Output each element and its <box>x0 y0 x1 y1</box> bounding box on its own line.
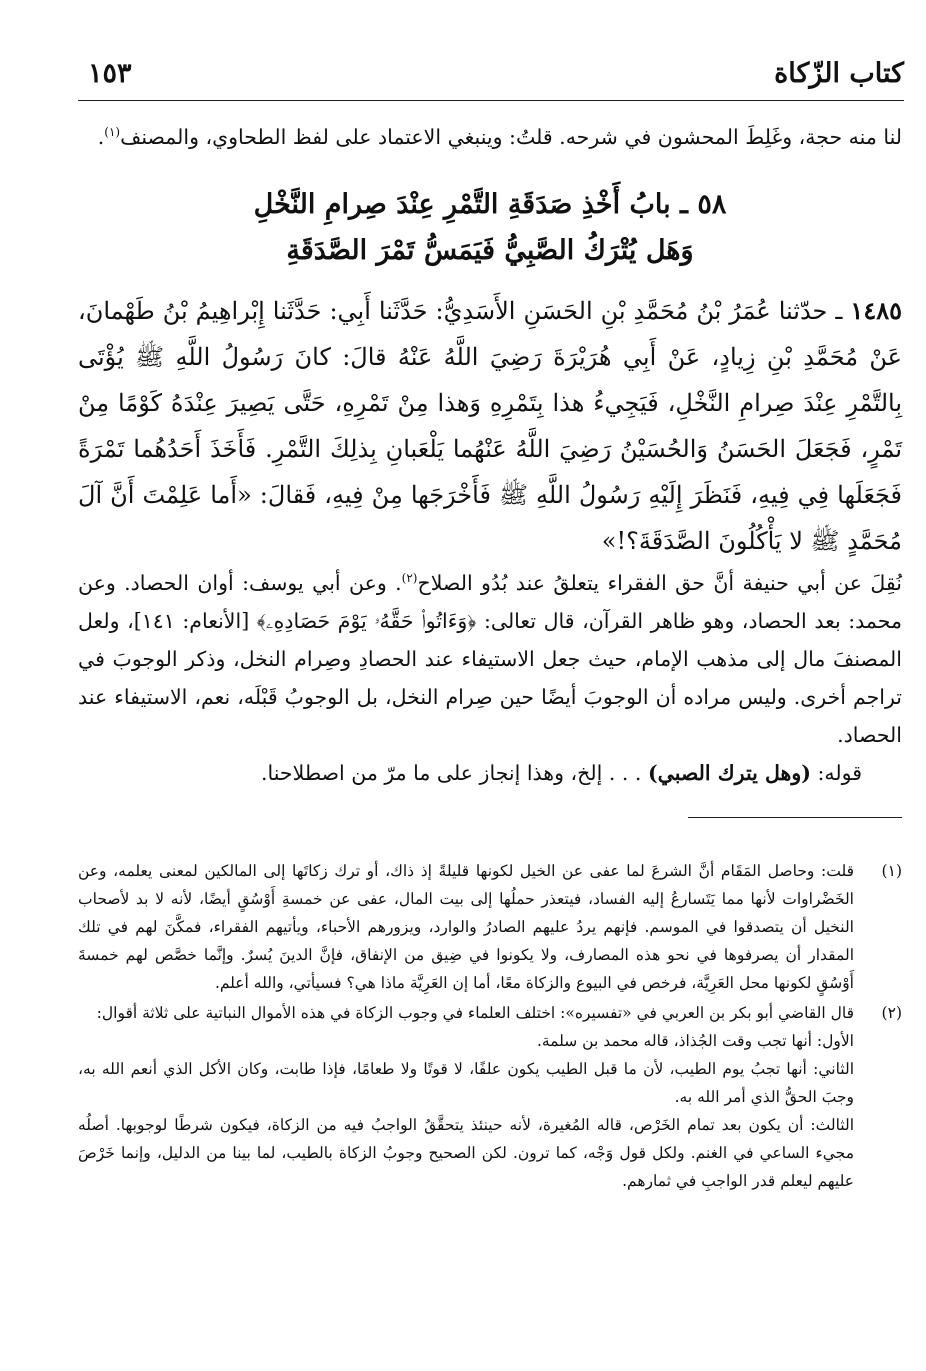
footnote-divider <box>688 817 902 818</box>
main-text <box>78 118 902 792</box>
footnote-1 <box>78 857 902 997</box>
footnote-paragraph: قال القاضي أبو بكر بن العربي في «تفسيره»: اختلف العلماء في وجوب الزكاة في هذه الأموال النباتية على ثلاثة أقوال: <box>96 1004 854 1022</box>
footnote-number: (٢) <box>881 1004 902 1022</box>
footnote-paragraph: الثالث: أن يكون بعد تمام الخَرْص، قاله المُغيرة، لأنه حينئذ يتحقَّقُ الواجبُ فيه من الزكاة، فيكون شرطًا لوجوبها. أصلُه مجيء الساعي في الغنم. ولكل قول وَجْه، كما ترون. لكن الصحيح وجوبُ الزكاة بالطيب، لما بينا من الدليل، وإنما خَرْصَ عليهم ليعلم قدر الواجبِ في ثمارهم. <box>78 1116 854 1190</box>
footnote-paragraph: قلت: وحاصل المَقَام أنَّ الشرعَ لما عفى عن الخيل لكونها قليلةً إذ ذاك، أو ترك زكاتَها إلى المالكين لمعنى يعلمه، وعن الخَضْراوات لأنها مما يَتَسارعُ إليه الفساد، فيتعذر حملُها إلى بيت المال، عفى عن خمسةِ أَوْسُقٍ أيضًا، لأنه لا بد لأصحاب النخيل أن يتصدقوا في الموسم. فإنهم يردُ عليهم الصادرُ والوارد، ويزورهم الأحباء، ويأتيهم الفقراء، فمكَّنَ لهم في تلك المقدار أن يصرفوها في نحو هذه المصارف، ولا يكونوا في ضِيق من الإنفاق، فإنَّ الدينَ يُسرٌ. وإنَّما خصَّص لهم خمسةَ أَوْسُقٍ لكونها محل العَرِيَّة، فرخص في البيوع والزكاة معًا، أما إن العَرِيَّة ماذا هي؟ فسيأتي، والله أعلم. <box>78 862 854 992</box>
intro-end: . <box>97 125 105 149</box>
intro-text: لنا منه حجة، وغَلِطَ المحشون في شرحه. قلتُ: وينبغي الاعتماد على لفظ الطحاوي، والمصنف <box>120 125 902 149</box>
intro-paragraph <box>78 118 902 156</box>
quote-paragraph <box>78 754 902 792</box>
footnote-2 <box>78 999 902 1195</box>
footnote-paragraph: الأول: أنها تجب وقت الجُذاذ، قاله محمد بن سلمة. <box>536 1032 854 1050</box>
chapter-title-line-2: وَهَل يُتْرَكُ الصَّبِيُّ فَيَمَسُّ تَمْرَ الصَّدَقَةِ <box>286 235 694 266</box>
footnote-paragraph: الثاني: أنها تجبُ يوم الطيب، لأن ما قبل الطيب يكون علفًا، لا قوتًا ولا طعامًا، فإذا طابت، وكان الأكل الذي أنعم الله به، وجبَ الحقُّ الذي أمر الله به. <box>78 1060 854 1106</box>
hadith-body: ـ حدّثنا عُمَرُ بْنُ مُحَمَّدِ بْنِ الحَسَنِ الأَسَدِيُّ: حَدَّثَنا أَبِي: حَدَّثَنا إِبْراهِيمُ بْنُ طَهْمانَ، عَنْ مُحَمَّدِ بْنِ زِيادٍ، عَنْ أَبِي هُرَيْرَةَ رَضِيَ اللَّهُ عَنْهُ قالَ: كانَ رَسُولُ اللَّهِ ﷺ يُؤْتَى بِالتَّمْرِ عِنْدَ صِرامِ النَّخْلِ، فَيَجِيءُ هذا بِتَمْرِهِ وَهذا مِنْ تَمْرِهِ، حَتَّى يَصِيرَ عِنْدَهُ كَوْمًا مِنْ تَمْرٍ، فَجَعَلَ الحَسَنُ وَالحُسَيْنُ رَضِيَ اللَّهُ عَنْهُما يَلْعَبانِ بِذلِكَ التَّمْرِ. فَأَخَذَ أَحَدُهُما تَمْرَةً فَجَعَلَها فِي فِيهِ، فَنَظَرَ إِلَيْهِ رَسُولُ اللَّهِ ﷺ فَأَخْرَجَها مِنْ فِيهِ، فَقالَ: «أَما عَلِمْتَ أَنَّ آلَ مُحَمَّدٍ ﷺ لا يَأْكُلُونَ الصَّدَقَةَ؟!» <box>78 297 902 555</box>
quote-rest: . . . إلخ، وهذا إنجاز على ما مرّ من اصطلاحنا. <box>260 761 648 785</box>
footnote-ref-1: (١) <box>104 125 121 140</box>
footnote-ref-2: (٢) <box>401 571 418 586</box>
quoted-phrase: (وهل يترك الصبي) <box>647 761 811 785</box>
page-number: ١٥٣ <box>88 58 132 89</box>
hadith-text <box>78 288 902 564</box>
chapter-title-line-1: ٥٨ ـ بابُ أَخْذِ صَدَقَةِ التَّمْرِ عِنْدَ صِرامِ النَّخْلِ <box>253 189 727 220</box>
footnotes <box>78 857 902 1197</box>
commentary-part-2: . وعن أبي يوسف: أوان الحصاد. وعن محمد: بعد الحصاد، وهو ظاهر القرآن، قال تعالى: ﴿وَءَاتُوا۟ حَقَّهُۥ يَوْمَ حَصَادِهِۦ﴾ [الأنعام: ١٤١]، ولعل المصنفَ مال إلى مذهب الإمام، حيث جعل الاستيفاء عند الحصادِ وصِرام النخل، وذكر الوجوبَ في تراجم أخرى. وليس مراده أن الوجوبَ أيضًا حين صِرام النخل، بل الوجوبُ قَبْلَه، نعم، الاستيفاء عند الحصاد. <box>78 571 902 747</box>
chapter-heading <box>78 182 902 274</box>
page-header <box>78 52 904 101</box>
quote-lead: قوله: <box>810 761 862 785</box>
commentary-part-1: نُقِلَ عن أبي حنيفة أنَّ حق الفقراء يتعلقُ عند بُدُو الصلاح <box>417 571 902 595</box>
running-title: كتاب الزّكاة <box>774 58 904 89</box>
hadith-number: ١٤٨٥ <box>850 296 902 325</box>
footnote-number: (١) <box>881 862 902 880</box>
commentary-paragraph <box>78 564 902 754</box>
